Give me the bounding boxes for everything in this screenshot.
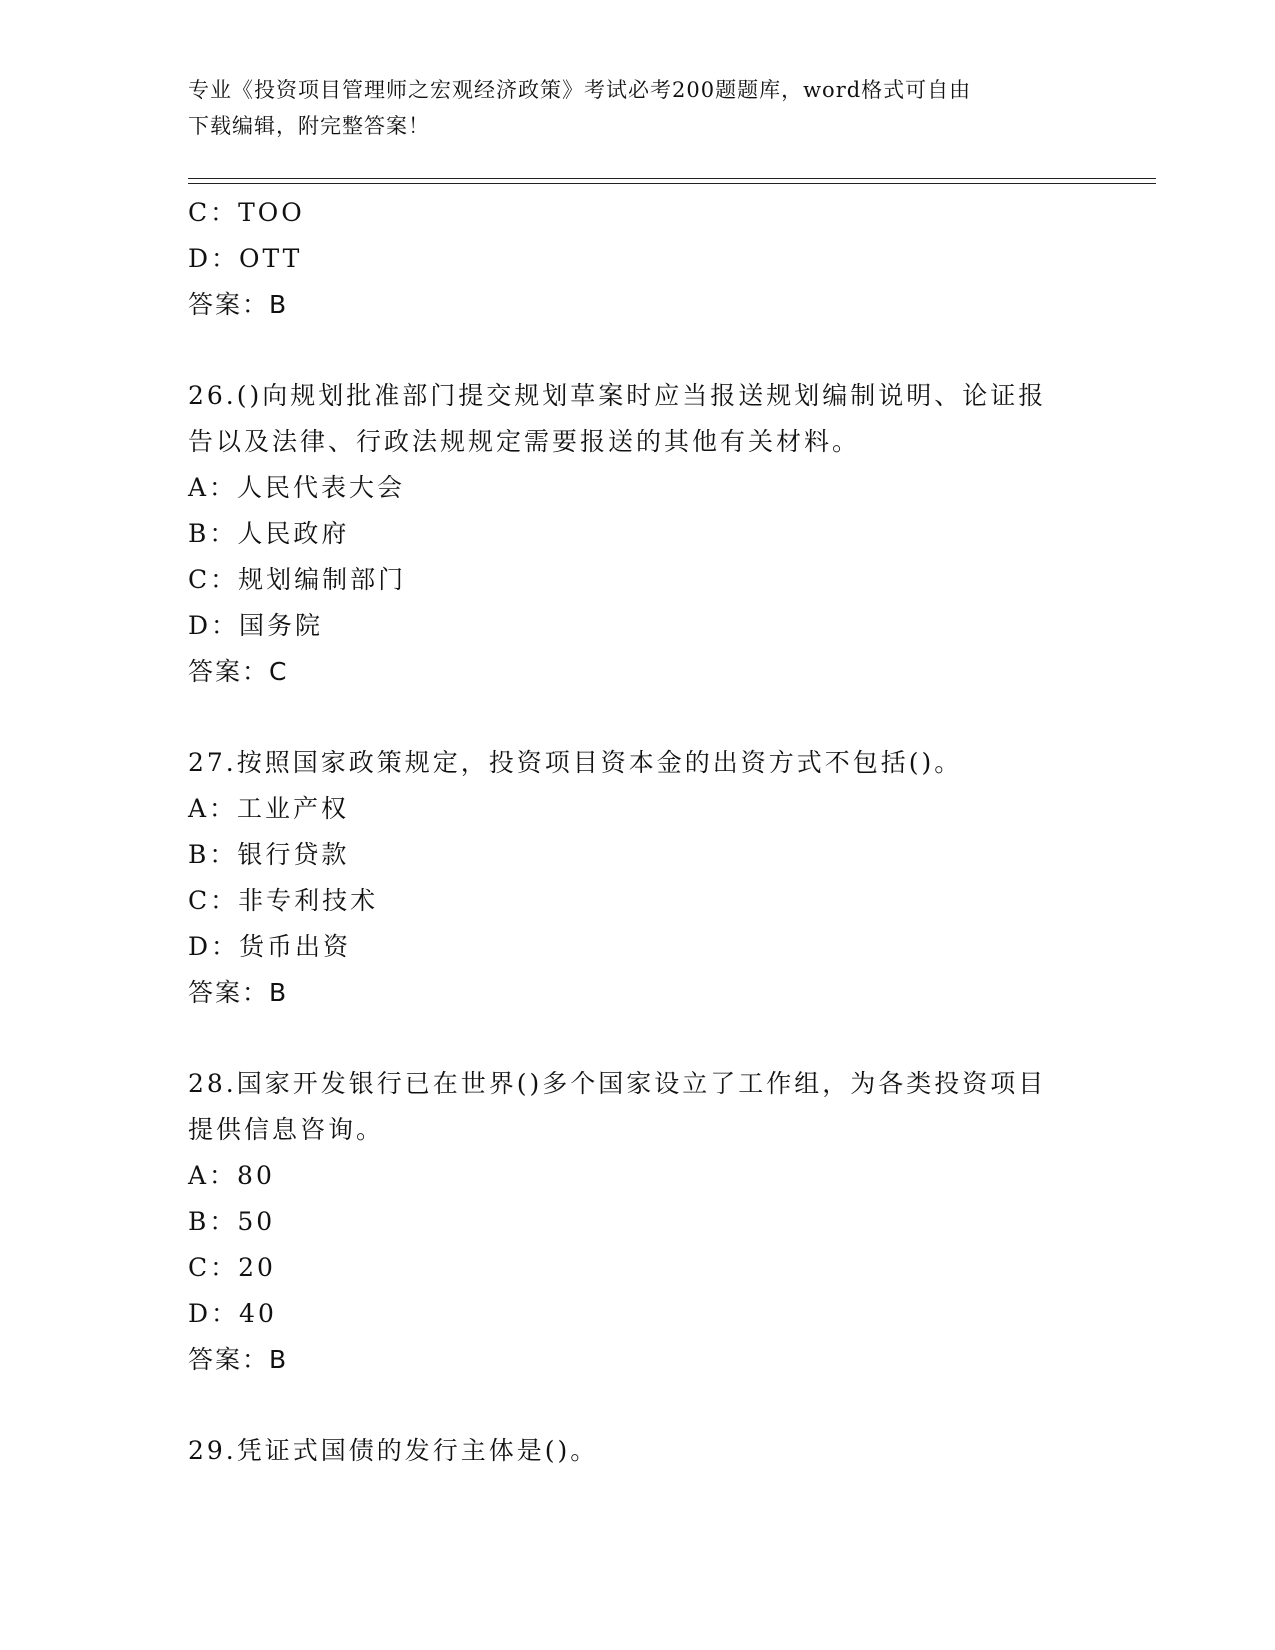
header-line-2: 下载编辑，附完整答案！: [188, 114, 430, 138]
question-list: [188, 190, 1088, 1474]
question-text-line-2: 提供信息咨询。: [188, 1115, 385, 1144]
question-text-line-1: 26.()向规划批准部门提交规划草案时应当报送规划编制说明、论证报: [188, 381, 1047, 410]
question-27: [188, 740, 1088, 1016]
question-28: [188, 1061, 1088, 1383]
option-d: D：OTT: [188, 244, 303, 273]
question-26: [188, 373, 1088, 695]
header-rule-top: [188, 178, 1156, 179]
question-29: [188, 1428, 1088, 1474]
option-c: C：TOO: [188, 198, 305, 227]
answer-line: 答案：B: [188, 290, 289, 319]
answer-line: 答案：C: [188, 657, 289, 686]
option-a: A：人民代表大会: [188, 473, 406, 502]
option-c: C：非专利技术: [188, 886, 379, 915]
document-header: [188, 72, 1068, 144]
header-rule-bottom: [188, 183, 1156, 184]
question-text-line-1: 27.按照国家政策规定，投资项目资本金的出资方式不包括()。: [188, 748, 963, 777]
answer-line: 答案：B: [188, 1345, 289, 1374]
header-line-1: 专业《投资项目管理师之宏观经济政策》考试必考200题题库，word格式可自由: [188, 78, 972, 102]
option-c: C：20: [188, 1253, 276, 1282]
question-25-tail: [188, 190, 1088, 328]
option-a: A：80: [188, 1161, 275, 1190]
option-a: A：工业产权: [188, 794, 350, 823]
question-text-line-2: 告以及法律、行政法规规定需要报送的其他有关材料。: [188, 427, 861, 456]
option-d: D：货币出资: [188, 932, 352, 961]
option-c: C：规划编制部门: [188, 565, 407, 594]
option-b: B：银行贷款: [188, 840, 350, 869]
answer-line: 答案：B: [188, 978, 289, 1007]
option-d: D：40: [188, 1299, 277, 1328]
question-text-line-1: 29.凭证式国债的发行主体是()。: [188, 1436, 599, 1465]
option-b: B：人民政府: [188, 519, 350, 548]
option-d: D：国务院: [188, 611, 324, 640]
question-text-line-1: 28.国家开发银行已在世界()多个国家设立了工作组，为各类投资项目: [188, 1069, 1047, 1098]
option-b: B：50: [188, 1207, 276, 1236]
